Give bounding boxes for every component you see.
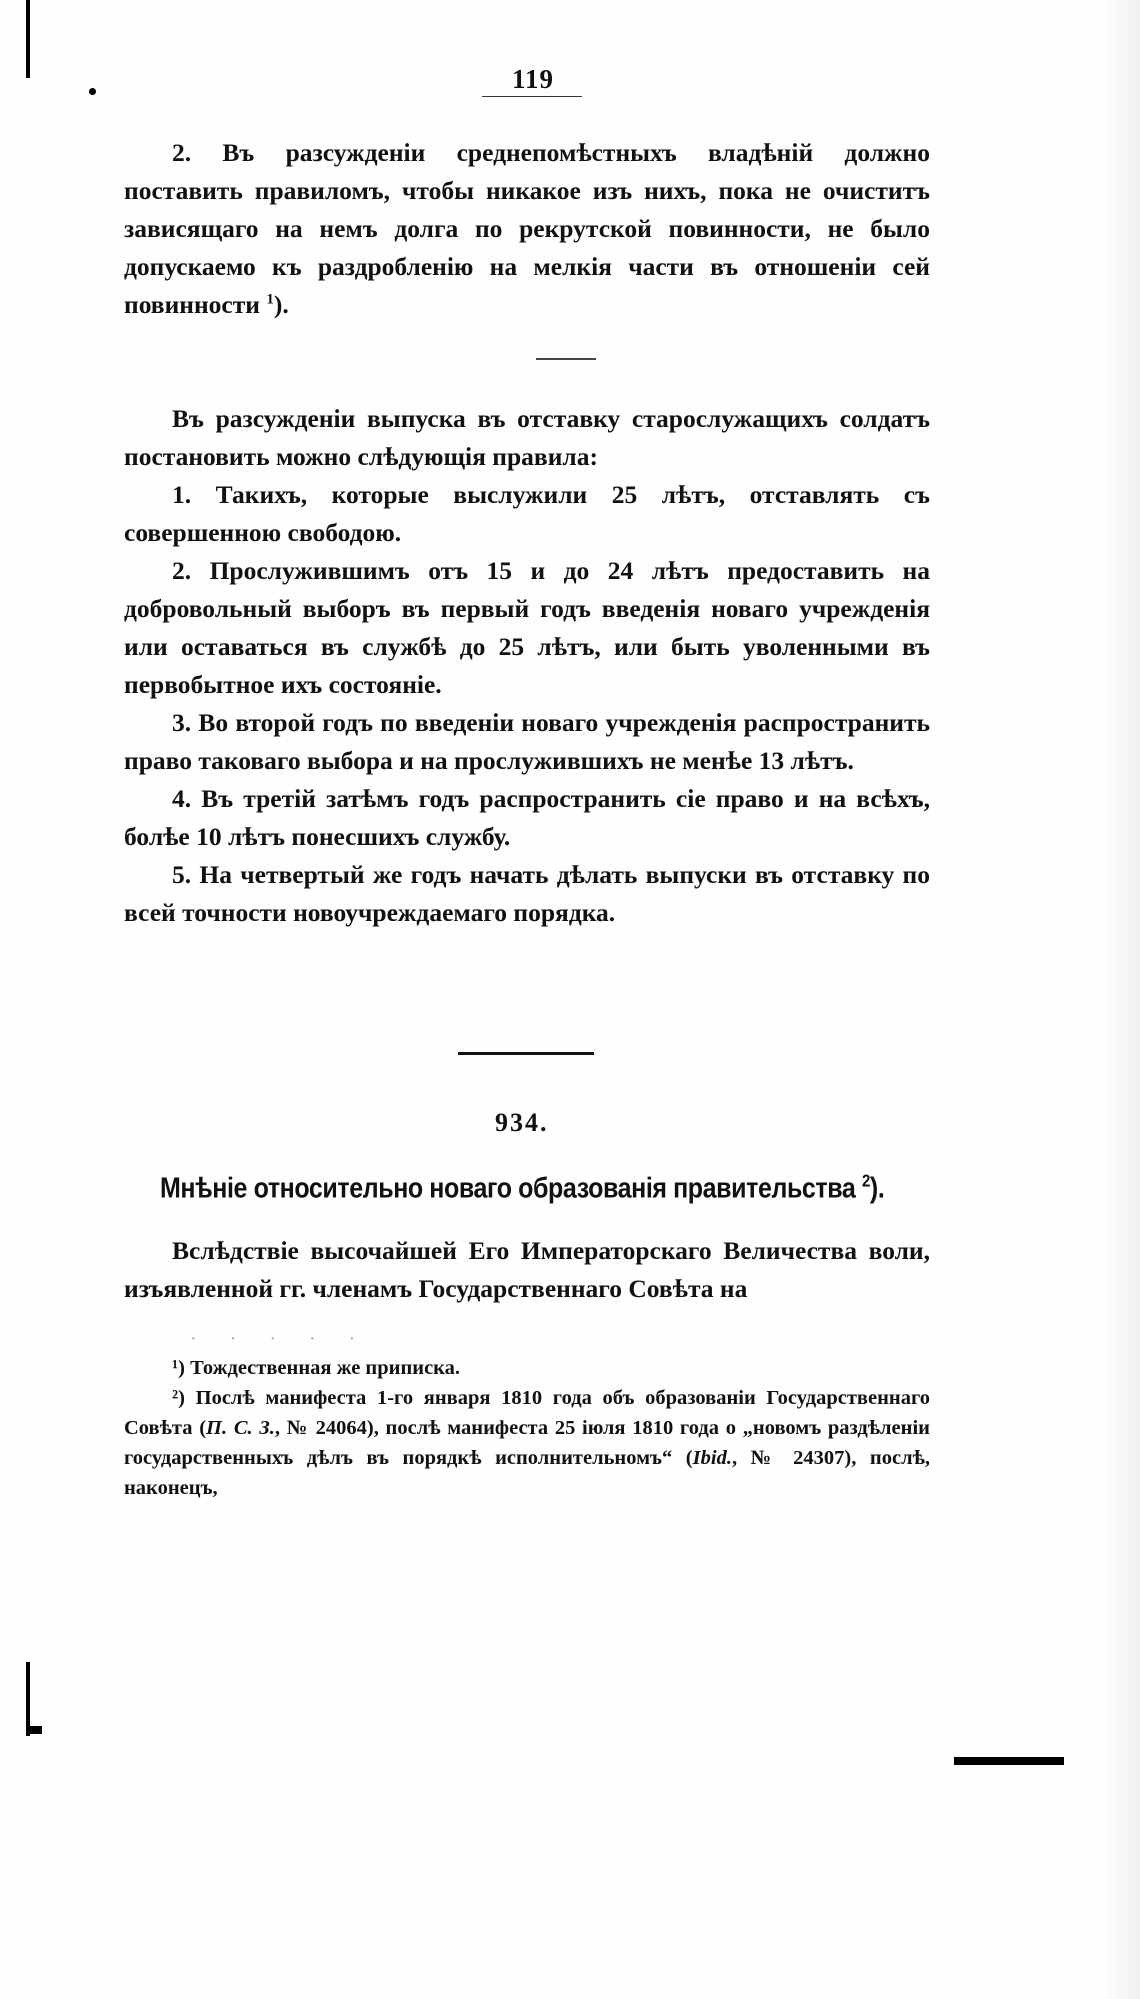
- top-paragraph-block: [124, 134, 930, 324]
- scan-dot-left: [89, 88, 96, 95]
- footnote-ref-1: 1: [266, 291, 274, 308]
- rule-item-1: 1. Такихъ, которые выслужили 25 лѣтъ, отставлять съ совершенною свободою.: [124, 480, 930, 547]
- scan-mark-top-left: [26, 0, 30, 78]
- rules-intro: Въ разсужденіи выпуска въ отставку старослужащихъ солдатъ постановить можно слѣдующія правила:: [124, 404, 930, 471]
- section-separator-long: [458, 1052, 594, 1055]
- section-title-text: Мнѣніе относительно новаго образованія правительства: [160, 1172, 856, 1205]
- scan-bar-bottom-right: [954, 1757, 1064, 1765]
- section-title: [160, 1172, 884, 1205]
- rules-block: [124, 400, 930, 932]
- page-number-rule: [482, 96, 582, 97]
- section-separator-short: [536, 358, 596, 360]
- paragraph-tail: ).: [273, 290, 289, 319]
- footnote-1: ¹) Тождественная же приписка.: [172, 1357, 461, 1379]
- page-number: 119: [512, 64, 555, 94]
- scan-mark-bottom-left-foot: [26, 1726, 42, 1734]
- footnote-2-text-a: ²) Послѣ манифеста 1-го января 1810 года объ образованіи Государственнаго Совѣта (: [124, 1387, 930, 1439]
- footnotes: [124, 1353, 930, 1503]
- scan-mark-bottom-left: [26, 1662, 30, 1736]
- paragraph-item-2: [124, 134, 930, 324]
- rule-item-4: 4. Въ третій затѣмъ годъ распространить сіе право и на всѣхъ, болѣе 10 лѣтъ понесшихъ службу.: [124, 784, 930, 851]
- faint-scan-dots: · · · · ·: [190, 1328, 370, 1350]
- rule-item-5: 5. На четвертый же годъ начать дѣлать выпуски въ отставку по всей точности новоучреждаемаго порядка.: [124, 860, 930, 927]
- section-number: 934.: [495, 1108, 549, 1137]
- footnote-2-citation-a: П. С. З.: [206, 1417, 275, 1439]
- footnote-ref-2: 2: [861, 1171, 870, 1192]
- section-body-paragraph: Вслѣдствіе высочайшей Его Императорскаго Величества воли, изъявленной гг. членамъ Государственнаго Совѣта на: [124, 1236, 930, 1303]
- page-edge-shadow: [1100, 0, 1140, 1999]
- section-body: [124, 1232, 930, 1308]
- footnote-2: [124, 1383, 930, 1503]
- section-title-tail: ).: [869, 1172, 885, 1205]
- footnote-2-text-b: , № 24064), послѣ манифеста 25 іюля 1810 года о „новомъ раздѣленіи государственныхъ дѣлъ въ порядкѣ исполнительномъ“ (: [124, 1417, 930, 1469]
- rule-item-2: 2. Прослужившимъ отъ 15 и до 24 лѣтъ предоставить на добровольный выборъ въ первый годъ введенія новаго учрежденія или оставаться въ службѣ до 25 лѣтъ, или быть уволенными въ первобытное ихъ состояніе.: [124, 556, 930, 699]
- rule-item-3: 3. Во второй годъ по введеніи новаго учрежденія распространить право таковаго выбора и на прослужившихъ не менѣе 13 лѣтъ.: [124, 708, 930, 775]
- footnote-2-text-c: , № 24307), послѣ, наконецъ,: [124, 1447, 931, 1499]
- footnote-2-citation-b: Ibid.: [692, 1447, 732, 1469]
- paragraph-text: 2. Въ разсужденіи среднепомѣстныхъ владѣній должно поставить правиломъ, чтобы никакое изъ нихъ, пока не очиститъ зависящаго на немъ долга по рекрутской повинности, не было допускаемо къ раздробленію на мелкія части въ отношеніи сей повинности: [124, 138, 930, 319]
